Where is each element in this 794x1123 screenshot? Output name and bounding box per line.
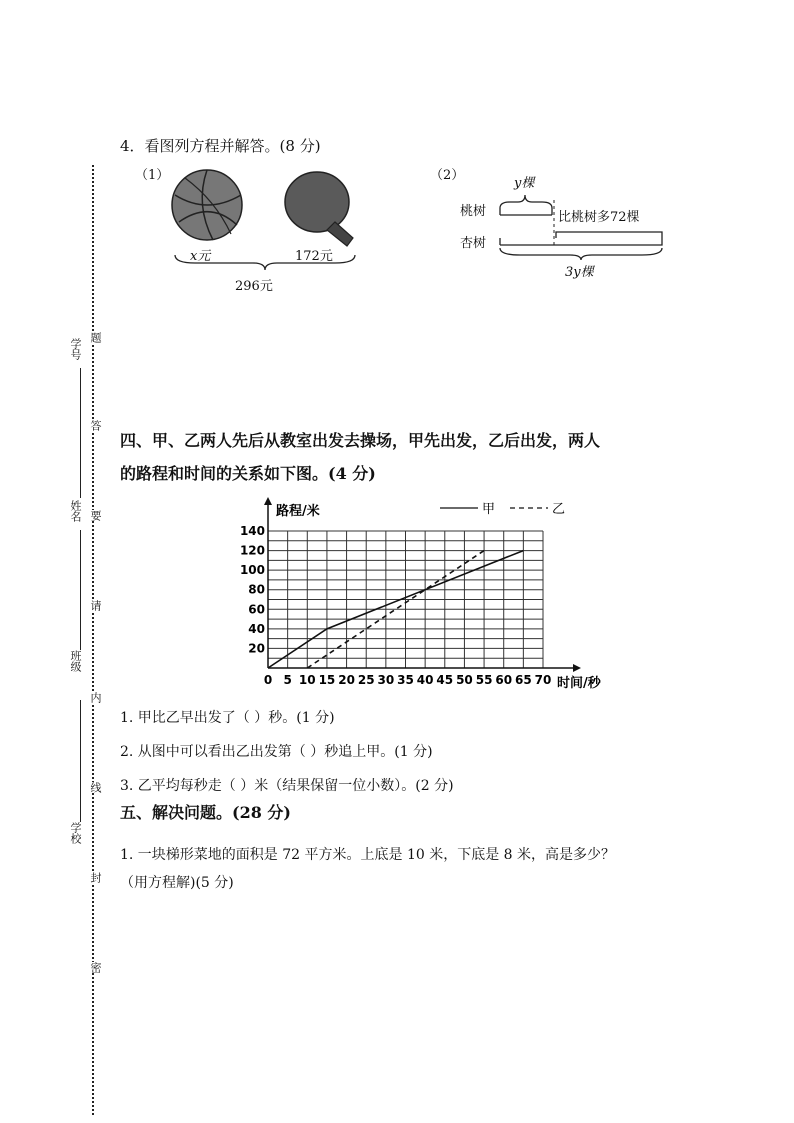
x-tick-label: 20	[338, 673, 355, 687]
fig1-ball-label: x元	[190, 249, 211, 264]
chart-legend	[440, 502, 565, 517]
x-tick-label: 65	[515, 673, 532, 687]
fig2-more-label: 比桃树多72棵	[558, 210, 640, 225]
x-axis-arrow	[573, 664, 581, 672]
y-tick-label: 40	[248, 621, 265, 636]
fig2-apricot-label: 杏树	[460, 236, 487, 251]
s4-question-2: 2. 从图中可以看出乙出发第（ ）秒追上甲。(1 分)	[120, 744, 433, 760]
fig2-total-label: 3y棵	[565, 265, 594, 280]
x-tick-label: 45	[436, 673, 454, 687]
section4-heading-line1: 四、甲、乙两人先后从教室出发去操场，甲先出发，乙后出发，两人	[120, 431, 601, 450]
fig2-top-label: y棵	[514, 176, 535, 191]
x-axis-label: 时间/秒	[557, 676, 601, 691]
seal-word: 请	[89, 600, 102, 611]
y-tick-label: 80	[248, 582, 265, 597]
section5-heading: 五、解决问题。(28 分)	[120, 803, 291, 822]
seal-word: 密	[89, 962, 102, 973]
solid-rule-2	[80, 530, 81, 650]
seal-word: 要	[89, 510, 102, 521]
q4-figure-2	[430, 160, 680, 285]
y-tick-label: 100	[239, 563, 265, 578]
chart-grid	[268, 531, 543, 668]
fig2-peach-label: 桃树	[460, 204, 487, 219]
fig1-total-label: 296元	[235, 279, 273, 294]
x-tick-label: 60	[495, 673, 513, 687]
seal-word: 内	[89, 692, 102, 703]
x-tick-label: 30	[377, 673, 395, 687]
distance-time-chart	[230, 495, 601, 695]
class-label: 班级	[69, 650, 82, 672]
legend-label: 甲	[482, 502, 496, 517]
x-tick-label: 50	[456, 673, 473, 687]
s4-question-3: 3. 乙平均每秒走（ ）米（结果保留一位小数）。(2 分)	[120, 778, 454, 794]
fig2-number: （2）	[430, 168, 465, 183]
q4-title: 4．看图列方程并解答。(8 分)	[120, 137, 321, 155]
seal-word: 答	[89, 420, 102, 431]
x-tick-label: 70	[534, 673, 552, 687]
x-tick-label: 15	[318, 673, 336, 687]
seal-word: 封	[89, 872, 102, 883]
y-tick-labels	[240, 524, 265, 655]
basketball-icon	[172, 170, 242, 240]
y-axis-label: 路程/米	[276, 504, 320, 519]
x-tick-label: 10	[298, 673, 316, 687]
school-label: 学校	[69, 822, 82, 844]
chart-axes	[264, 497, 581, 672]
s5-question-1-line2: （用方程解)(5 分)	[120, 875, 234, 891]
ping-pong-paddle-icon	[285, 172, 353, 246]
name-label: 姓名	[69, 500, 82, 522]
q4-figure-1	[135, 160, 365, 295]
x-tick-label: 0	[263, 673, 273, 687]
s5-question-1-line1: 1. 一块梯形菜地的面积是 72 平方米。上底是 10 米，下底是 8 米，高是多少？	[120, 847, 616, 863]
s4-question-1: 1. 甲比乙早出发了（ ）秒。(1 分)	[120, 710, 335, 726]
fig1-number: （1）	[135, 168, 170, 183]
x-tick-label: 5	[283, 673, 292, 687]
student-id-label: 学号	[69, 338, 82, 360]
solid-rule-1	[80, 368, 81, 498]
legend-label: 乙	[552, 502, 566, 517]
section4-heading-line2: 的路程和时间的关系如下图。(4 分)	[120, 464, 376, 483]
seal-word: 题	[89, 332, 102, 343]
fig1-racket-label: 172元	[295, 249, 333, 264]
y-tick-label: 120	[239, 543, 265, 558]
seal-word: 线	[89, 782, 102, 793]
y-axis-arrow	[264, 497, 272, 505]
x-tick-label: 40	[416, 673, 434, 687]
x-tick-label: 55	[475, 673, 493, 687]
x-tick-label: 25	[357, 673, 375, 687]
y-tick-label: 140	[239, 524, 265, 538]
y-tick-label: 60	[248, 602, 265, 617]
fig2-drawing	[430, 160, 680, 285]
x-tick-label: 35	[397, 673, 414, 687]
solid-rule-3	[80, 700, 81, 822]
x-tick-labels	[264, 673, 552, 687]
y-tick-label: 20	[248, 641, 265, 656]
binding-margin	[0, 0, 110, 1123]
